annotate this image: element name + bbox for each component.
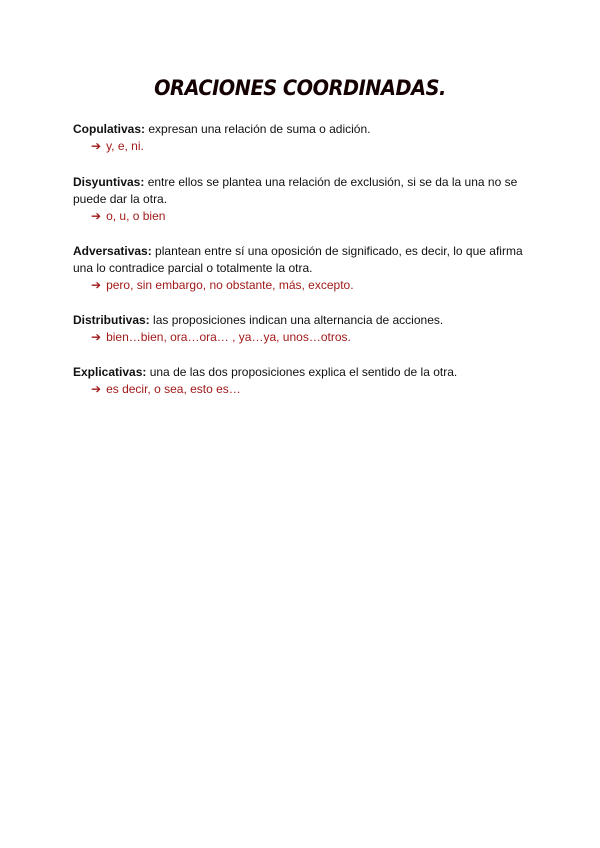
right-arrow-icon: ➔ [91,278,102,292]
example-text: pero, sin embargo, no obstante, más, excepto. [106,278,354,292]
definition [73,364,533,381]
term-label: Explicativas: [73,365,147,379]
term-label: Distributivas: [73,313,150,327]
definition-text: plantean entre sí una oposición de significado, es decir, lo que afirma una lo contradice parcial o totalmente la otra. [73,244,523,275]
definition-text: expresan una relación de suma o adición. [145,122,371,136]
definition [73,243,533,277]
example-text: es decir, o sea, esto es… [106,382,241,396]
example-line [91,329,533,346]
term-label: Disyuntivas: [73,175,145,189]
example-line [91,138,533,155]
page-title: ORACIONES COORDINADAS. [154,76,446,100]
section-distributivas [73,312,533,346]
right-arrow-icon: ➔ [91,382,102,396]
right-arrow-icon: ➔ [91,209,102,223]
term-label: Adversativas: [73,244,152,258]
definition [73,174,533,208]
definition-text: una de las dos proposiciones explica el sentido de la otra. [146,365,458,379]
example-line [91,208,533,225]
section-copulativas [73,121,533,155]
definition-text: las proposiciones indican una alternancia de acciones. [149,313,444,327]
section-adversativas [73,243,533,294]
example-line [91,381,533,398]
example-text: bien…bien, ora…ora… , ya…ya, unos…otros. [106,330,351,344]
example-line [91,277,533,294]
definition [73,312,533,329]
definition-text: entre ellos se plantea una relación de exclusión, si se da la una no se puede dar la otra. [73,175,518,206]
example-text: o, u, o bien [106,209,166,223]
term-label: Copulativas: [73,122,146,136]
section-disyuntivas [73,174,533,225]
section-explicativas [73,364,533,398]
right-arrow-icon: ➔ [91,330,102,344]
definition [73,121,533,138]
right-arrow-icon: ➔ [91,139,102,153]
example-text: y, e, ni. [106,139,144,153]
